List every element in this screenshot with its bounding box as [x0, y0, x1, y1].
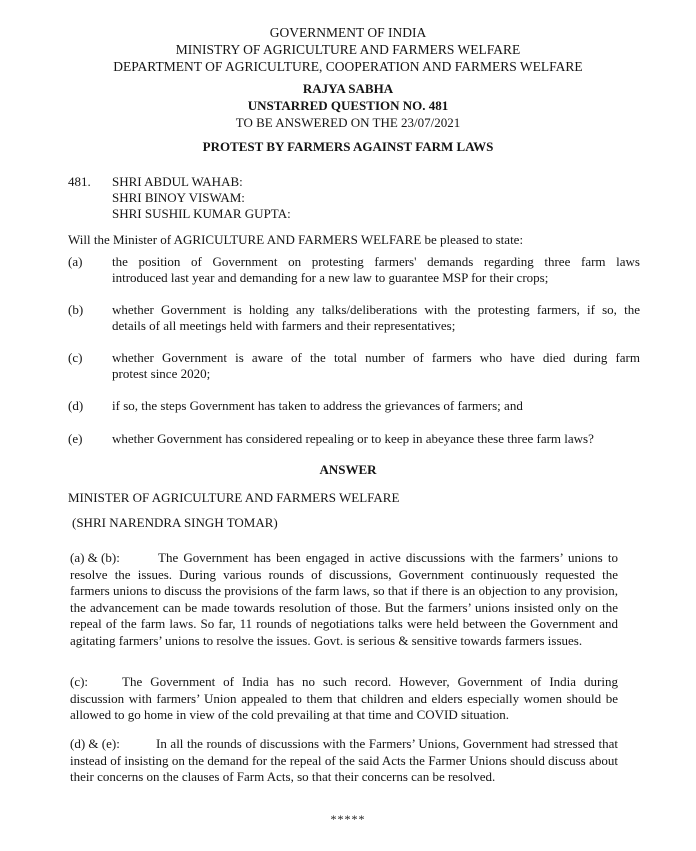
question-part-label: (c)	[68, 350, 83, 365]
question-subject: PROTEST BY FARMERS AGAINST FARM LAWS	[202, 139, 494, 154]
answer-paragraph-tag: (d) & (e):	[70, 736, 120, 751]
header-ministry: MINISTRY OF AGRICULTURE AND FARMERS WELFARE	[175, 42, 521, 57]
answer-paragraph-text: The Government has been engaged in active discussions with the farmers’ unions to resolve the issues. During various rounds of discussions, Government continuously requested the farmers unions to discuss the provisions of the farm laws, so that if there is an objection to any provision, the advancement can be made towards resolution of those. But the farmers’ unions insisted only on the repeal of the farm laws. So far, 11 rounds of negotiations talks were held between the Government and agitating farmers’ unions to resolve the issues. Govt. is serious & sensitive towards farmers issues.	[70, 550, 618, 648]
answer-paragraph	[70, 736, 618, 786]
end-of-document-marker: *****	[330, 812, 366, 826]
header-government: GOVERNMENT OF INDIA	[269, 25, 427, 40]
asker-name: SHRI SUSHIL KUMAR GUPTA:	[112, 206, 291, 221]
asker-name: SHRI BINOY VISWAM:	[112, 190, 245, 205]
answer-paragraph-text: The Government of India has no such record. However, Government of India during discussion with farmers’ Union appealed to them that children and elders especially women should be allowed to go home in view of the cold prevailing at that time and COVID situation.	[70, 674, 618, 722]
answer-paragraph	[70, 674, 618, 724]
question-part-text: whether Government is holding any talks/deliberations with the protesting farmers, if so, the	[112, 302, 640, 317]
minister-name: (SHRI NARENDRA SINGH TOMAR)	[72, 515, 278, 530]
question-part-text: if so, the steps Government has taken to address the grievances of farmers; and	[112, 398, 523, 413]
question-part-label: (a)	[68, 254, 83, 269]
question-part-text: introduced last year and demanding for a new law to guarantee MSP for their crops;	[112, 270, 549, 285]
question-part-label: (e)	[68, 431, 83, 446]
question-part-text: whether Government is aware of the total number of farmers who have died during farm	[112, 350, 640, 365]
question-part-text: protest since 2020;	[112, 366, 211, 381]
question-part-text: whether Government has considered repealing or to keep in abeyance these three farm laws?	[112, 431, 594, 446]
asker-name: SHRI ABDUL WAHAB:	[112, 174, 243, 189]
question-number: 481.	[68, 174, 91, 189]
question-part-label: (b)	[68, 302, 84, 317]
question-part-text: the position of Government on protesting farmers' demands regarding three farm laws	[112, 254, 640, 269]
question-part-text: details of all meetings held with farmers and their representatives;	[112, 318, 456, 333]
question-number-heading: UNSTARRED QUESTION NO. 481	[247, 98, 449, 113]
answer-paragraph-text: In all the rounds of discussions with the Farmers’ Unions, Government had stressed that instead of insisting on the demand for the repeal of the said Acts the Farmer Unions should discuss about their concerns on the clauses of Farm Acts, so that their concerns can be resolved.	[70, 736, 618, 784]
minister-title: MINISTER OF AGRICULTURE AND FARMERS WELFARE	[68, 490, 400, 505]
header-department: DEPARTMENT OF AGRICULTURE, COOPERATION AND FARMERS WELFARE	[113, 59, 583, 74]
answer-paragraph-tag: (a) & (b):	[70, 550, 120, 565]
question-intro: Will the Minister of AGRICULTURE AND FARMERS WELFARE be pleased to state:	[68, 232, 524, 247]
question-part-label: (d)	[68, 398, 84, 413]
answer-paragraph	[70, 550, 618, 649]
house-name: RAJYA SABHA	[302, 81, 394, 96]
answer-heading: ANSWER	[319, 462, 377, 477]
answer-date: TO BE ANSWERED ON THE 23/07/2021	[235, 115, 461, 130]
answer-paragraph-tag: (c):	[70, 674, 89, 689]
